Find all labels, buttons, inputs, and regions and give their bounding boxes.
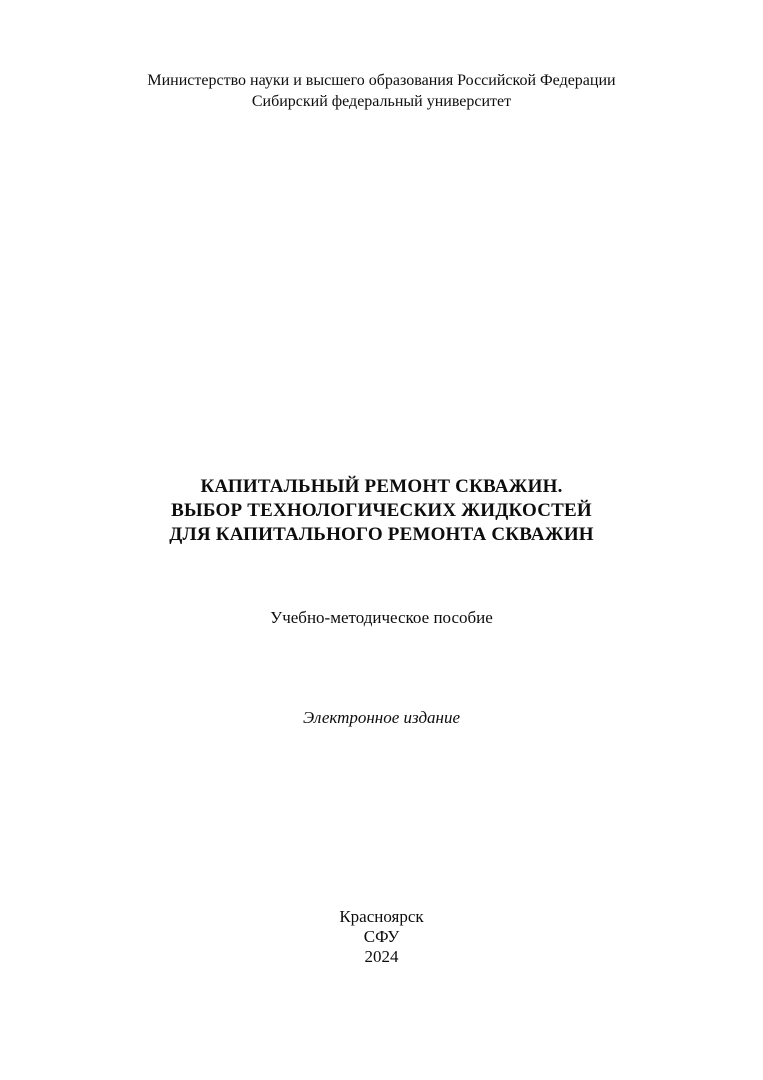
book-title-line-2: ВЫБОР ТЕХНОЛОГИЧЕСКИХ ЖИДКОСТЕЙ <box>171 500 592 521</box>
ministry-header <box>0 70 763 112</box>
imprint-publisher: СФУ <box>363 927 400 946</box>
book-title-line-1: КАПИТАЛЬНЫЙ РЕМОНТ СКВАЖИН. <box>200 476 563 497</box>
university-line: Сибирский федеральный университет <box>251 93 512 110</box>
subtitle: Учебно-методическое пособие <box>270 608 493 627</box>
edition-note: Электронное издание <box>302 708 461 727</box>
imprint <box>0 907 763 967</box>
book-title-line-3: ДЛЯ КАПИТАЛЬНОГО РЕМОНТА СКВАЖИН <box>169 524 594 545</box>
imprint-city: Красноярск <box>339 907 424 926</box>
imprint-year: 2024 <box>364 947 399 966</box>
ministry-line: Министерство науки и высшего образования Российской Федерации <box>147 72 616 89</box>
book-title <box>0 475 763 547</box>
